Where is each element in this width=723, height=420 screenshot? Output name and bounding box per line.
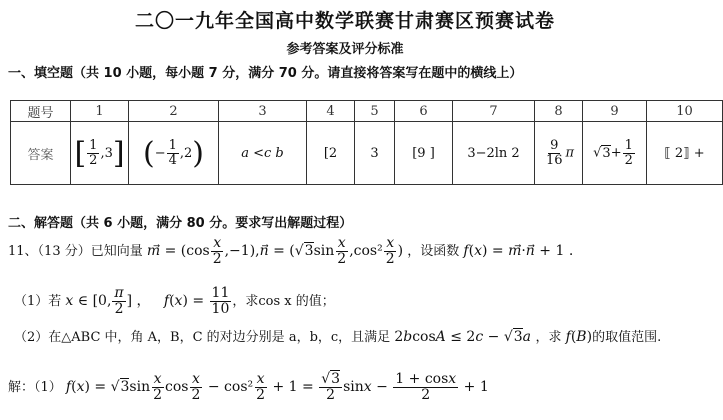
question-number: 3	[219, 101, 307, 122]
section-fill-in-blank-heading: 一、填空题（共 10 小题，每小题 7 分，满分 70 分。请直接将答案写在题中的横线上）	[8, 66, 523, 81]
page-title: 二〇一九年全国高中数学联赛甘肃赛区预赛试卷	[134, 10, 555, 32]
part-1-text: ，求cos x 的值；	[232, 294, 335, 310]
table-header-row	[11, 101, 723, 122]
part-2-suffix: ，求	[535, 330, 562, 345]
answer-3: a <c b	[219, 122, 307, 185]
answer-8: $\frac{9}{16}$ π	[535, 122, 583, 185]
row-label-answer: 答案	[11, 122, 71, 185]
part-2-prefix: （2）在△ABC 中，角 A，B，C 的对边分别是 a，b，c，且满足	[14, 330, 391, 345]
question-number: 6	[395, 101, 453, 122]
part-1-prefix: （1）若	[14, 294, 62, 310]
answer-table	[10, 100, 723, 185]
question-number: 8	[535, 101, 583, 122]
question-11-part-2: （2）在△ABC 中，角 A，B，C 的对边分别是 a，b，c，且满足 2bcosA ≤ 2c − √3a ，求 f(B)的取值范围.	[14, 329, 662, 345]
answer-6: [9 ]	[395, 122, 453, 185]
part-2-end: 的取值范围.	[592, 330, 662, 345]
question-number: 7	[453, 101, 535, 122]
answer-2: (− $\frac{1}{4}$ ,2)	[129, 122, 219, 185]
answer-4: [2	[307, 122, 355, 185]
solution-prefix: 解：（1）	[8, 380, 62, 396]
table-answer-row	[11, 122, 723, 185]
page-subtitle: 参考答案及评分标准	[286, 42, 404, 57]
question-number: 2	[129, 101, 219, 122]
question-11-func-text: ，设函数	[407, 244, 460, 260]
question-11-statement: 11、（13 分）已知向量 m⃗ = (cos $\frac{x}{2}$ ,−1),n⃗ = (√3sin $\frac{x}{2}$ ,cos² $\frac{x}{2}$ ) ，设函数 f(x) = m⃗·n⃗ + 1 .	[8, 235, 574, 267]
question-11-prefix: 11、（13 分）已知向量	[8, 244, 143, 260]
section-solution-heading: 二、解答题（共 6 小题，满分 80 分。要求写出解题过程）	[8, 216, 353, 231]
solution-part-1: 解：（1） f(x) = √3sin $\frac{x}{2}$ cos $\frac{x}{2}$ − cos² $\frac{x}{2}$ + 1 = $\frac{√3}{2}$ sinx − $\frac{1 + \cos x}{2}$ + 1	[8, 371, 489, 403]
question-number: 4	[307, 101, 355, 122]
row-label-question: 题号	[11, 101, 71, 122]
question-number: 10	[647, 101, 723, 122]
answer-9: √3+ $\frac{1}{2}$	[583, 122, 647, 185]
answer-10: ⟦ 2⟧ +	[647, 122, 723, 185]
answer-1: [ $\frac{1}{2}$ ,3]	[71, 122, 129, 185]
question-number: 9	[583, 101, 647, 122]
answer-5: 3	[355, 122, 395, 185]
question-number: 1	[71, 101, 129, 122]
answer-7: 3−2ln 2	[453, 122, 535, 185]
question-number: 5	[355, 101, 395, 122]
question-11-part-1: （1）若 x ∈ [0, $\frac{\pi}{2}$ ] ， f(x) = $\frac{11}{10}$ ，求cos x 的值；	[14, 285, 335, 317]
